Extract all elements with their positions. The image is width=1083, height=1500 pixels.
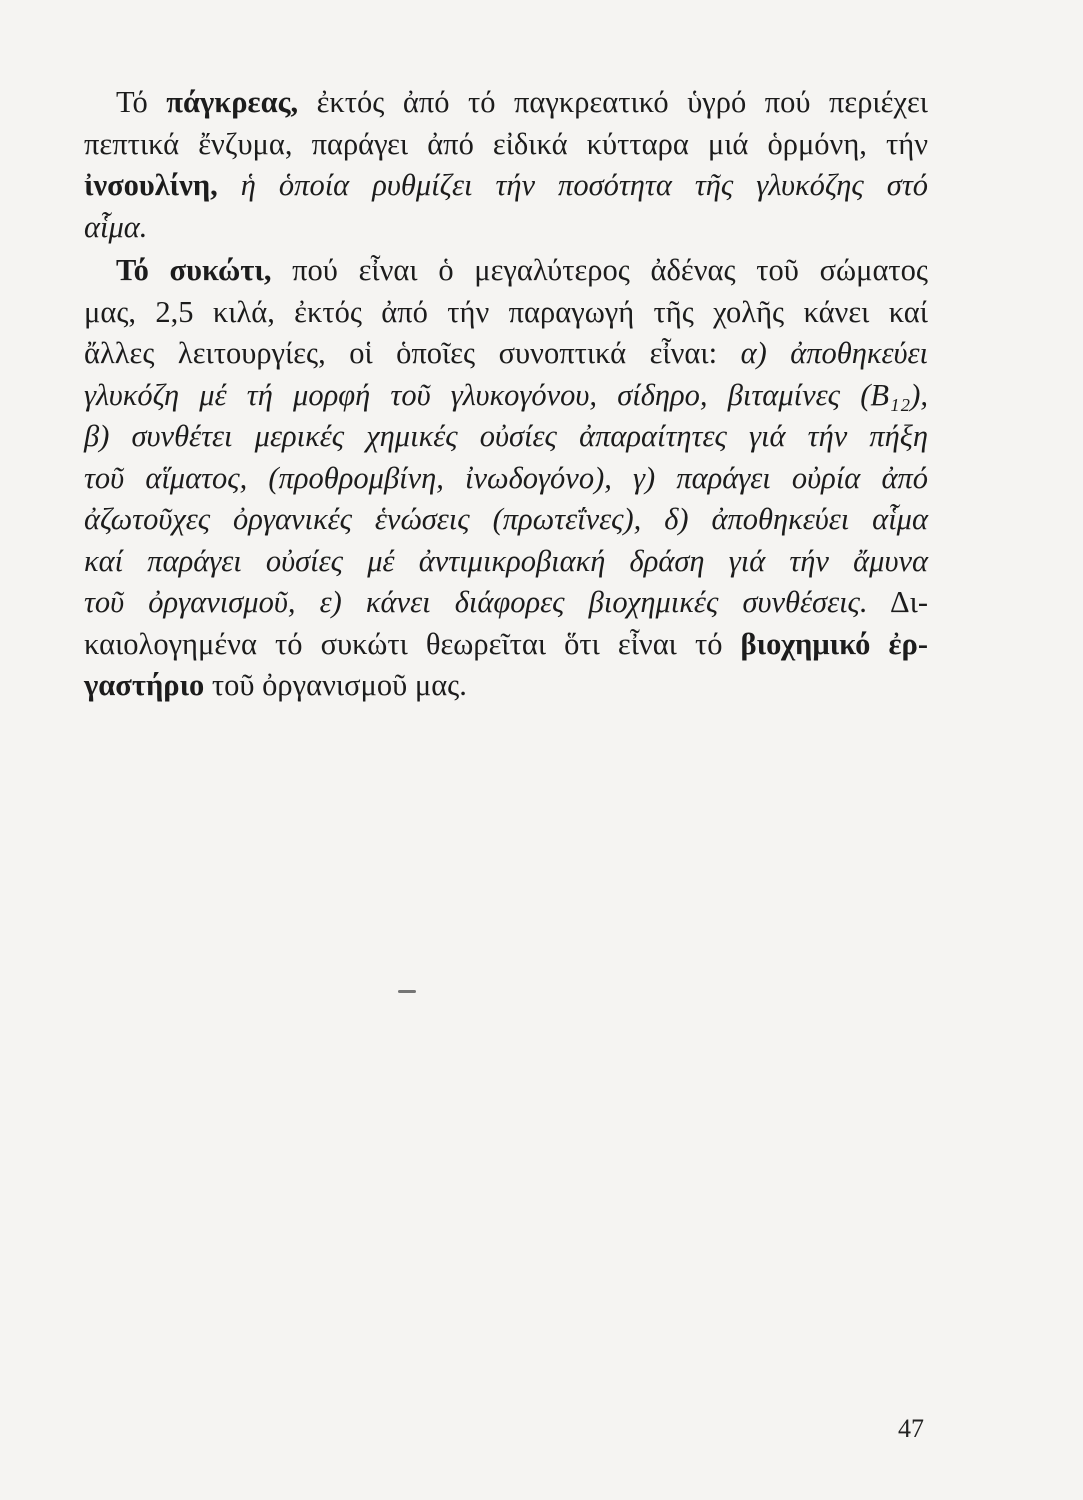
text-line (84, 499, 928, 541)
italic-text: καί παράγει οὐσίες μέ ἀντιμικροβιακή δράση γιά τήν ἄμυνα (84, 543, 928, 578)
italic-text: ἡ ὁποία ρυθμίζει τήν ποσότητα τῆς γλυκόζης στό (217, 168, 928, 202)
italic-text: ἀζωτοῦχες ὀργανικές ἑνώσεις (πρωτεΐνες), δ) ἀποθηκεύει αἷμα (84, 502, 928, 536)
text-run: τοῦ ὀργανισμοῦ μας. (204, 668, 467, 702)
text-line (116, 250, 928, 292)
text-line (84, 207, 928, 249)
italic-text: β) συνθέτει μερικές χημικές οὐσίες ἀπαραίτητες γιά τήν πήξη (84, 419, 928, 453)
ink-mark (398, 990, 416, 993)
text-line (84, 624, 928, 666)
text-line (84, 541, 928, 583)
text-line (84, 165, 928, 207)
text-run: καιολογημένα τό συκώτι θεωρεῖται ὅτι εἶναι τό (84, 626, 741, 661)
text-run: ἄλλες λειτουργίες, οἱ ὁποῖες συνοπτικά εἶναι: (84, 336, 741, 370)
bold-term: ἰνσουλίνη, (84, 168, 218, 202)
bold-term: Τό συκώτι, (116, 253, 272, 287)
text-line (84, 416, 928, 458)
text-run: ἐκτός ἀπό τό παγκρεατικό ὑγρό πού περιέχει (298, 85, 928, 119)
italic-text: τοῦ αἵματος, (προθρομβίνη, ἰνωδογόνο), γ) παράγει οὐρία ἀπό (84, 460, 928, 495)
text-line (84, 375, 928, 417)
text-run: πεπτικά ἔνζυμα, παράγει ἀπό εἰδικά κύτταρα μιά ὁρμόνη, τήν (84, 126, 928, 161)
body-text (84, 82, 929, 707)
text-line (84, 458, 928, 500)
italic-text: αἷμα. (84, 209, 148, 244)
paragraph-pancreas (84, 82, 928, 248)
bold-term: βιοχημικό ἐρ- (740, 626, 928, 661)
paragraph-liver (84, 250, 929, 707)
bold-term: πάγκρεας, (166, 85, 299, 119)
italic-text: τοῦ ὀργανισμοῦ, ε) κάνει διάφορες βιοχημικές συνθέσεις. (84, 585, 868, 619)
text-line (84, 665, 928, 707)
text-run: Τό (116, 85, 167, 119)
text-line (84, 124, 928, 166)
text-line (84, 292, 928, 334)
text-run: πού εἶναι ὁ μεγαλύτερος ἀδένας τοῦ σώματος (271, 253, 929, 287)
text-run: μας, 2,5 κιλά, ἐκτός ἀπό τήν παραγωγή τῆς χολῆς κάνει καί (84, 294, 928, 329)
text-line (84, 582, 928, 624)
text-line (116, 82, 928, 124)
italic-text: γλυκόζη μέ τή μορφή τοῦ γλυκογόνου, σίδηρο, βιταμίνες (Β₁₂), (84, 377, 928, 412)
page-number: 47 (898, 1414, 924, 1443)
text-line (84, 333, 928, 375)
bold-term: γαστήριο (84, 668, 205, 702)
italic-text: α) ἀποθηκεύει (740, 336, 929, 370)
text-run: Δι- (867, 585, 929, 619)
